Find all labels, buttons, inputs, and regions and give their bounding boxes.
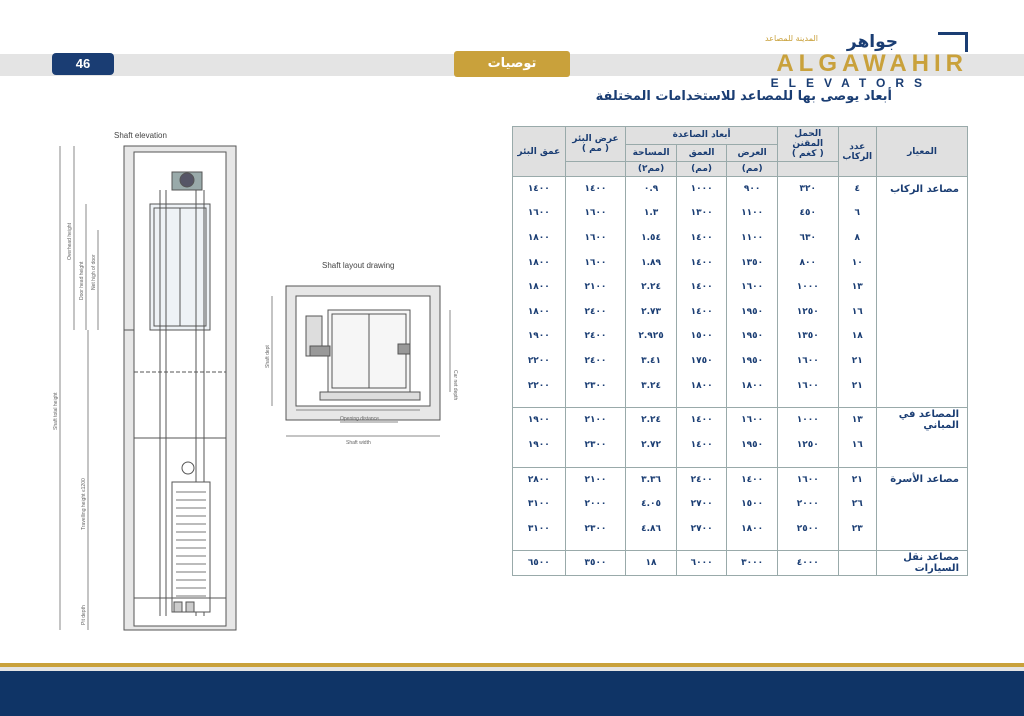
label-pit: Pit depth: [81, 605, 87, 625]
table-row: [513, 324, 968, 349]
label-door-head: Door head height: [79, 261, 85, 300]
label-shaft-total: Shaft total height: [53, 392, 59, 430]
table-cell: ١٣: [838, 275, 876, 300]
table-row: [513, 408, 968, 433]
table-row: [513, 516, 968, 541]
category-cell: مصاعد الأسرة: [877, 467, 968, 492]
layout-title: Shaft layout drawing: [322, 261, 395, 270]
table-row: [513, 551, 968, 576]
table-cell: ١.٣: [626, 201, 677, 226]
group-separator: [513, 457, 968, 467]
table-cell: ٦: [838, 201, 876, 226]
separator-cell: [565, 541, 626, 551]
table-cell: ٢٨٠٠: [513, 467, 566, 492]
table-cell: ٤: [838, 177, 876, 202]
section-tab: توصيات: [454, 51, 570, 77]
category-cell: [877, 250, 968, 275]
table-cell: ٢١٠٠: [565, 275, 626, 300]
label-opening: Opening distance: [340, 416, 379, 422]
table-cell: ١.٨٩: [626, 250, 677, 275]
logo-subtitle: ELEVATORS: [770, 76, 932, 90]
table-cell: ١٧٥٠: [676, 349, 727, 374]
header-load-label: الحمل المقنن: [792, 129, 824, 149]
label-car-net-depth: Car net depth: [452, 370, 458, 401]
table-cell: ٢٣٠٠: [565, 432, 626, 457]
table-cell: ١٨٠٠: [513, 299, 566, 324]
header-unit-m2: (مم٢): [626, 162, 677, 177]
table-cell: ٢.٧٢: [626, 432, 677, 457]
table-cell: ١٩٥٠: [727, 299, 778, 324]
table-cell: ١٤٠٠: [727, 467, 778, 492]
table-cell: ٢٠٠٠: [777, 492, 838, 517]
table-cell: ١٢٥٠: [777, 299, 838, 324]
separator-cell: [513, 457, 566, 467]
shaft-layout: [272, 286, 450, 436]
separator-cell: [626, 398, 677, 408]
table-cell: ٢١٠٠: [565, 408, 626, 433]
separator-cell: [513, 541, 566, 551]
table-cell: ٣٠٠٠: [727, 551, 778, 576]
category-cell: [877, 324, 968, 349]
table-row: [513, 250, 968, 275]
header-area: المساحة: [626, 144, 677, 162]
label-shaft-width: Shaft width: [346, 440, 371, 446]
category-cell: مصاعد نقل السيارات: [877, 551, 968, 576]
table-cell: ١٨: [626, 551, 677, 576]
table-cell: ١٦٠٠: [727, 275, 778, 300]
header-unit-mm-1: (مم): [727, 162, 778, 177]
category-cell: [877, 373, 968, 398]
shaft-drawing: [40, 120, 480, 640]
category-cell: مصاعد الركاب: [877, 177, 968, 202]
table-cell: ١٩٥٠: [727, 349, 778, 374]
table-cell: ٢٣٠٠: [565, 373, 626, 398]
table-cell: ١٦٠٠: [565, 226, 626, 251]
table-cell: ٣.٢٤: [626, 373, 677, 398]
table-cell: ٢.٢٤: [626, 275, 677, 300]
logo-arabic: جواهر: [846, 32, 898, 52]
table-cell: ٢.٩٢٥: [626, 324, 677, 349]
header-shaft-depth: عمق البئر: [513, 127, 566, 177]
table-cell: ١٨٠٠: [513, 226, 566, 251]
table-cell: ٦٣٠: [777, 226, 838, 251]
table-row: [513, 349, 968, 374]
header-shaft-width: [565, 127, 626, 162]
separator-cell: [626, 541, 677, 551]
header-shaft-width-label: عرض البئر: [572, 134, 619, 144]
brand-logo: [748, 32, 968, 92]
table-cell: ١٠٠٠: [777, 275, 838, 300]
table-cell: ١٩٥٠: [727, 324, 778, 349]
table-body: [513, 177, 968, 576]
table-cell: ١٤٠٠: [513, 177, 566, 202]
table-cell: ١٥٠٠: [676, 324, 727, 349]
table-cell: ٢٥٠٠: [777, 516, 838, 541]
label-travelling: Travelling height ≤1200: [81, 478, 87, 530]
separator-cell: [777, 541, 838, 551]
header-shaft-width-unit: ( مم ): [581, 144, 610, 154]
table-cell: ١٣٥٠: [777, 324, 838, 349]
table-cell: ٢٣٠٠: [565, 516, 626, 541]
separator-cell: [513, 398, 566, 408]
table-cell: ٦٥٠٠: [513, 551, 566, 576]
header-car-dims: أبعاد الصاعدة: [626, 127, 778, 145]
table-cell: ١٤٠٠: [676, 275, 727, 300]
table-cell: ٢١: [838, 467, 876, 492]
table-cell: [838, 551, 876, 576]
category-cell: [877, 516, 968, 541]
table-cell: ١١٠٠: [727, 201, 778, 226]
table-cell: ٣.٤١: [626, 349, 677, 374]
header-shaft-width-blank: [565, 162, 626, 177]
table-cell: ٢٤٠٠: [565, 299, 626, 324]
separator-cell: [727, 457, 778, 467]
header-width: العرض: [727, 144, 778, 162]
footer-bar: [0, 671, 1024, 716]
category-cell: [877, 201, 968, 226]
table-cell: ٨٠٠: [777, 250, 838, 275]
table-cell: ١٣٥٠: [727, 250, 778, 275]
table-row: [513, 492, 968, 517]
separator-cell: [838, 398, 876, 408]
table-row: [513, 373, 968, 398]
table-cell: ١٠: [838, 250, 876, 275]
table-cell: ١٨٠٠: [676, 373, 727, 398]
table-cell: ١٢٥٠: [777, 432, 838, 457]
separator-cell: [777, 457, 838, 467]
separator-cell: [727, 541, 778, 551]
category-cell: [877, 432, 968, 457]
table-cell: ٢٧٠٠: [676, 516, 727, 541]
separator-cell: [727, 398, 778, 408]
separator-cell: [676, 541, 727, 551]
table-cell: ١٦٠٠: [727, 408, 778, 433]
table-row: [513, 299, 968, 324]
table-row: [513, 467, 968, 492]
table-cell: ١٤٠٠: [676, 408, 727, 433]
table-cell: ١٤٠٠: [676, 432, 727, 457]
table-cell: ٢.٧٣: [626, 299, 677, 324]
separator-cell: [676, 457, 727, 467]
table-cell: ١٦: [838, 432, 876, 457]
separator-cell: [676, 398, 727, 408]
table-cell: ١٩٥٠: [727, 432, 778, 457]
table-cell: ٢٤٠٠: [676, 467, 727, 492]
table-cell: ١٥٠٠: [727, 492, 778, 517]
table-cell: ١٣٠٠: [676, 201, 727, 226]
table-cell: ٤٥٠: [777, 201, 838, 226]
table-cell: ٢.٢٤: [626, 408, 677, 433]
table-cell: ١٤٠٠: [676, 299, 727, 324]
table-cell: ١٠٠٠: [777, 408, 838, 433]
separator-cell: [565, 398, 626, 408]
category-cell: [877, 492, 968, 517]
table-row: [513, 226, 968, 251]
table-row: [513, 177, 968, 202]
separator-cell: [838, 457, 876, 467]
table-cell: ١٤٠٠: [676, 250, 727, 275]
group-separator: [513, 541, 968, 551]
table-cell: ٣٥٠٠: [565, 551, 626, 576]
table-cell: ٣.٣٦: [626, 467, 677, 492]
table-cell: ٣١٠٠: [513, 516, 566, 541]
table-cell: ٤٠٠٠: [777, 551, 838, 576]
table-cell: ٢١٠٠: [565, 467, 626, 492]
page-title: أبعاد يوصى بها للمصاعد للاستخدامات المختلفة: [595, 89, 892, 104]
table-cell: ١٨: [838, 324, 876, 349]
table-cell: ٢١: [838, 349, 876, 374]
category-cell: المصاعد في المباني: [877, 408, 968, 433]
table-cell: ٢٧٠٠: [676, 492, 727, 517]
category-cell: [877, 349, 968, 374]
table-cell: ٠.٩: [626, 177, 677, 202]
table-cell: ٢٤٠٠: [565, 324, 626, 349]
table-cell: ١٦٠٠: [777, 467, 838, 492]
shaft-elevation: [60, 146, 236, 630]
table-cell: ٦٠٠٠: [676, 551, 727, 576]
group-separator: [513, 398, 968, 408]
table-cell: ١٩٠٠: [513, 408, 566, 433]
table-cell: ١٣: [838, 408, 876, 433]
table-cell: ٢٠٠٠: [565, 492, 626, 517]
header-load: [777, 127, 838, 162]
header-criterion: المعيار: [877, 127, 968, 177]
header-cars: عدد الركاب: [838, 127, 876, 177]
table-cell: ١٤٠٠: [565, 177, 626, 202]
table-cell: ٣١٠٠: [513, 492, 566, 517]
table-cell: ١٦٠٠: [565, 201, 626, 226]
table-cell: ١٦٠٠: [777, 373, 838, 398]
table-cell: ١٤٠٠: [676, 226, 727, 251]
table-cell: ٣٢٠: [777, 177, 838, 202]
header-depth: العمق: [676, 144, 727, 162]
table-cell: ١٨٠٠: [513, 250, 566, 275]
table-cell: ١٩٠٠: [513, 324, 566, 349]
table-cell: ١٦: [838, 299, 876, 324]
dimensions-table: [512, 126, 968, 576]
logo-name: ALGAWAHIR: [776, 50, 968, 77]
table-cell: ٤.٠٥: [626, 492, 677, 517]
separator-cell: [565, 457, 626, 467]
table-cell: ١٨٠٠: [513, 275, 566, 300]
table-row: [513, 275, 968, 300]
table-cell: ٢٣: [838, 516, 876, 541]
table-cell: ١١٠٠: [727, 226, 778, 251]
table-cell: ١٨٠٠: [727, 373, 778, 398]
table-cell: ١٠٠٠: [676, 177, 727, 202]
table-cell: ١٦٠٠: [777, 349, 838, 374]
header-unit-mm-2: (مم): [676, 162, 727, 177]
category-cell: [877, 299, 968, 324]
table-cell: ١٨٠٠: [727, 516, 778, 541]
separator-cell: [626, 457, 677, 467]
table-cell: ١٦٠٠: [513, 201, 566, 226]
table-row: [513, 432, 968, 457]
table-cell: ١٦٠٠: [565, 250, 626, 275]
table-cell: ٢٦: [838, 492, 876, 517]
page-number: 46: [52, 53, 114, 75]
label-overhead: Overhead height: [67, 223, 73, 260]
separator-cell: [877, 457, 968, 467]
elevation-title: Shaft elevation: [114, 131, 167, 140]
table-cell: ٢٢٠٠: [513, 373, 566, 398]
table-cell: ٤.٨٦: [626, 516, 677, 541]
category-cell: [877, 275, 968, 300]
table-cell: ٨: [838, 226, 876, 251]
table-cell: ١.٥٤: [626, 226, 677, 251]
label-shaft-dept: Shaft dept: [265, 345, 271, 368]
separator-cell: [877, 541, 968, 551]
table-row: [513, 201, 968, 226]
category-cell: [877, 226, 968, 251]
separator-cell: [777, 398, 838, 408]
separator-cell: [838, 541, 876, 551]
separator-cell: [877, 398, 968, 408]
logo-arabic-small: المدينة للمصاعد: [764, 34, 818, 43]
table-cell: ١٩٠٠: [513, 432, 566, 457]
logo-mark-icon: [938, 32, 968, 52]
header-load-unit: ( كغم ): [791, 149, 824, 159]
table-cell: ٩٠٠: [727, 177, 778, 202]
header-load-blank: [777, 162, 838, 177]
table-cell: ٢٢٠٠: [513, 349, 566, 374]
table-cell: ٢٤٠٠: [565, 349, 626, 374]
label-net-door: Net high of door: [91, 254, 97, 290]
table-cell: ٢١: [838, 373, 876, 398]
